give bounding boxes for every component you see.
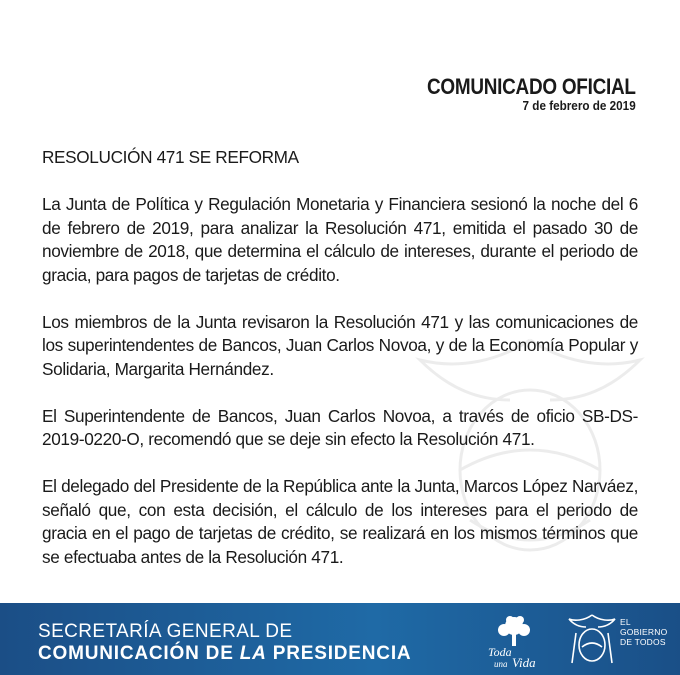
gob-line-2: GOBIERNO — [620, 627, 668, 637]
footer-org-line2-main: COMUNICACIÓN DE — [38, 643, 240, 664]
paragraph-1: La Junta de Política y Regulación Monetaria y Financiera sesionó la noche del 6 de febrero de 2019, para analizar la Resolución 471, emitida el pasado 30 de noviembre de 2018, que determina el cálculo de intereses, durante el periodo de gracia, para pagos de tarjetas de crédito. — [42, 194, 638, 285]
gob-line-1: EL — [620, 617, 631, 627]
footer-org-line2-italic: LA — [239, 643, 267, 664]
vida-word: Vida — [512, 655, 536, 670]
toda-word: Toda — [488, 645, 512, 659]
paragraph-3: El Superintendente de Bancos, Juan Carlos Novoa, a través de oficio SB-DS-2019-0220-O, recomendó que se deje sin efecto la Resolución 471. — [42, 405, 638, 449]
el-gobierno-de-todos-logo — [620, 617, 667, 647]
una-word: una — [494, 659, 508, 669]
paragraph-2: Los miembros de la Junta revisaron la Resolución 471 y las comunicaciones de los superintendentes de Bancos, Juan Carlos Novoa, y de la Economía Popular y Solidaria, Margarita Hernández. — [42, 311, 638, 379]
footer-org-line2-end: PRESIDENCIA — [266, 643, 412, 664]
paragraph-4: El delegado del Presidente de la República ante la Junta, Marcos López Narváez, señaló que, con esta decisión, el cálculo de los intereses para el periodo de gracia en el pago de tarjetas de crédito, se realizará en los mismos términos que se efectuaba antes de la Resolución 471. — [42, 476, 638, 567]
toda-una-vida-logo-icon — [484, 612, 544, 670]
footer-banner — [0, 603, 680, 675]
release-body — [42, 146, 638, 593]
release-subject: RESOLUCIÓN 471 SE REFORMA — [42, 147, 299, 167]
ecuador-coat-of-arms-icon — [566, 611, 618, 667]
gob-line-3: DE TODOS — [620, 637, 666, 647]
release-date: 7 de febrero de 2019 — [522, 98, 636, 113]
footer-org-line1: SECRETARÍA GENERAL DE — [38, 621, 293, 642]
footer-org-line2 — [38, 643, 411, 665]
header — [393, 74, 636, 113]
page-title: COMUNICADO OFICIAL — [427, 74, 636, 99]
